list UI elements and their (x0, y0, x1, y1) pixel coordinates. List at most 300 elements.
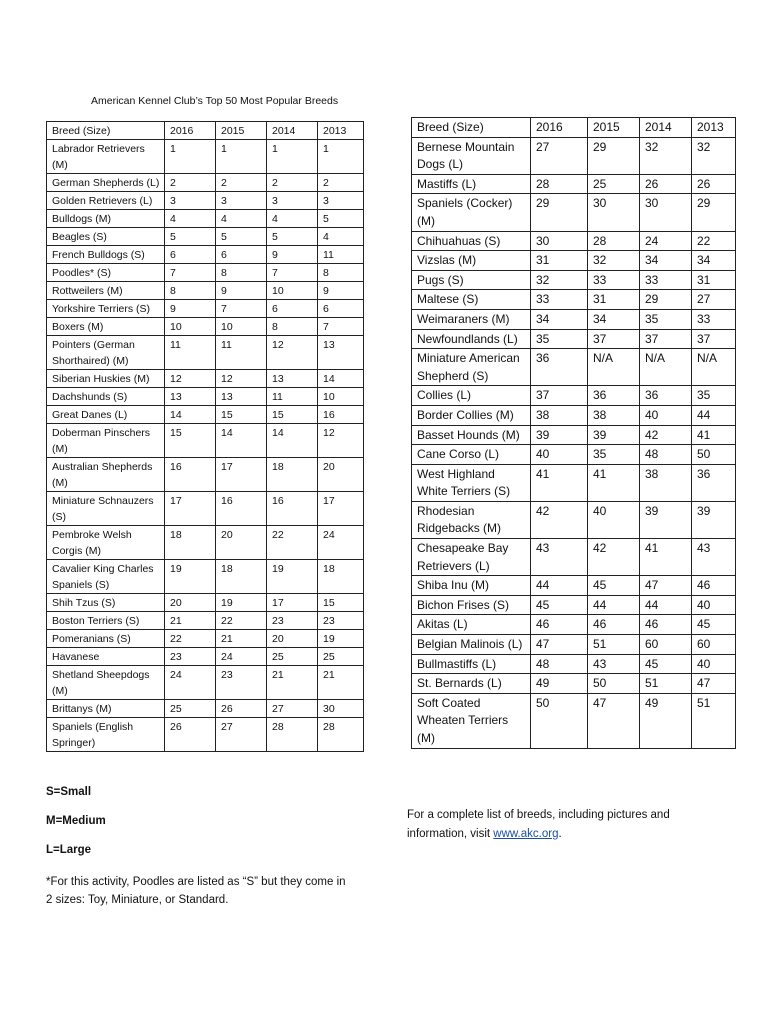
rank-cell: 6 (165, 246, 216, 264)
rank-cell: 33 (531, 290, 588, 310)
table-row (412, 595, 736, 615)
rank-cell: 44 (692, 405, 736, 425)
table-row (47, 594, 364, 612)
rank-cell: 41 (692, 425, 736, 445)
rank-cell: 23 (165, 648, 216, 666)
table-header-row (47, 122, 364, 140)
breed-cell: Shetland Sheepdogs (M) (47, 666, 165, 700)
rank-cell: 30 (531, 231, 588, 251)
table-header-row (412, 118, 736, 138)
breed-cell: Poodles* (S) (47, 264, 165, 282)
header-2013: 2013 (692, 118, 736, 138)
rank-cell: N/A (640, 349, 692, 386)
table-row (412, 674, 736, 694)
legend-small: S=Small (46, 786, 92, 798)
rank-cell: 9 (165, 300, 216, 318)
rank-cell: 25 (267, 648, 318, 666)
rank-cell: 40 (588, 501, 640, 538)
table-row (47, 140, 364, 174)
rank-cell: 35 (692, 386, 736, 406)
rank-cell: 4 (318, 228, 364, 246)
rank-cell: 45 (640, 654, 692, 674)
table-row (47, 264, 364, 282)
table-row (47, 282, 364, 300)
rank-cell: 23 (318, 612, 364, 630)
rank-cell: 38 (640, 464, 692, 501)
header-2015: 2015 (588, 118, 640, 138)
rank-cell: 16 (318, 406, 364, 424)
rank-cell: 21 (318, 666, 364, 700)
rank-cell: 44 (531, 576, 588, 596)
rank-cell: 36 (588, 386, 640, 406)
table-row (47, 246, 364, 264)
rank-cell: 6 (216, 246, 267, 264)
rank-cell: 19 (216, 594, 267, 612)
breed-cell: West Highland White Terriers (S) (412, 464, 531, 501)
rank-cell: 14 (318, 370, 364, 388)
table-row (47, 300, 364, 318)
rank-cell: 29 (531, 194, 588, 231)
rank-cell: 4 (267, 210, 318, 228)
rank-cell: 37 (531, 386, 588, 406)
header-breed: Breed (Size) (412, 118, 531, 138)
rank-cell: 31 (531, 251, 588, 271)
breed-cell: Labrador Retrievers (M) (47, 140, 165, 174)
rank-cell: 28 (267, 718, 318, 752)
header-2016: 2016 (531, 118, 588, 138)
rank-cell: 36 (531, 349, 588, 386)
rank-cell: 30 (640, 194, 692, 231)
rank-cell: 4 (165, 210, 216, 228)
table-row (47, 700, 364, 718)
rank-cell: 35 (588, 445, 640, 465)
rank-cell: 46 (640, 615, 692, 635)
rank-cell: 35 (531, 329, 588, 349)
rank-cell: 3 (216, 192, 267, 210)
breed-cell: Soft Coated Wheaten Terriers (M) (412, 693, 531, 748)
rank-cell: 30 (588, 194, 640, 231)
table-row (412, 309, 736, 329)
breed-cell: Chesapeake Bay Retrievers (L) (412, 539, 531, 576)
table-row (412, 231, 736, 251)
rank-cell: 47 (692, 674, 736, 694)
breed-cell: Vizslas (M) (412, 251, 531, 271)
rank-cell: 29 (692, 194, 736, 231)
rank-cell: 20 (165, 594, 216, 612)
rank-cell: 51 (640, 674, 692, 694)
rank-cell: 7 (267, 264, 318, 282)
table-row (47, 630, 364, 648)
rank-cell: 13 (165, 388, 216, 406)
table-row (412, 290, 736, 310)
table-row (412, 615, 736, 635)
breed-cell: French Bulldogs (S) (47, 246, 165, 264)
header-2016: 2016 (165, 122, 216, 140)
rank-cell: 3 (267, 192, 318, 210)
rank-cell: 19 (318, 630, 364, 648)
header-breed: Breed (Size) (47, 122, 165, 140)
table-row (412, 425, 736, 445)
rank-cell: 8 (165, 282, 216, 300)
rank-cell: 29 (640, 290, 692, 310)
rank-cell: 16 (165, 458, 216, 492)
rank-cell: 18 (318, 560, 364, 594)
rank-cell: 15 (318, 594, 364, 612)
rank-cell: 32 (531, 270, 588, 290)
rank-cell: 12 (165, 370, 216, 388)
rank-cell: 1 (165, 140, 216, 174)
rank-cell: 42 (531, 501, 588, 538)
rank-cell: 25 (318, 648, 364, 666)
rank-cell: 28 (588, 231, 640, 251)
table-row (47, 388, 364, 406)
breed-cell: Rhodesian Ridgebacks (M) (412, 501, 531, 538)
breed-cell: Bullmastiffs (L) (412, 654, 531, 674)
rank-cell: 41 (588, 464, 640, 501)
rank-cell: 41 (531, 464, 588, 501)
breed-cell: Weimaraners (M) (412, 309, 531, 329)
rank-cell: 7 (318, 318, 364, 336)
rank-cell: 39 (692, 501, 736, 538)
rank-cell: 15 (267, 406, 318, 424)
rank-cell: 37 (588, 329, 640, 349)
rank-cell: 37 (640, 329, 692, 349)
header-2013: 2013 (318, 122, 364, 140)
rank-cell: 48 (640, 445, 692, 465)
rank-cell: 13 (216, 388, 267, 406)
rank-cell: 23 (267, 612, 318, 630)
rank-cell: 12 (267, 336, 318, 370)
rank-cell: 47 (531, 635, 588, 655)
page-title: American Kennel Club’s Top 50 Most Popular Breeds (91, 95, 339, 107)
rank-cell: 26 (165, 718, 216, 752)
table-row (47, 560, 364, 594)
table-row (412, 635, 736, 655)
rank-cell: 9 (216, 282, 267, 300)
rank-cell: 38 (588, 405, 640, 425)
rank-cell: 19 (165, 560, 216, 594)
rank-cell: 37 (692, 329, 736, 349)
visit-note (407, 806, 717, 844)
rank-cell: 8 (216, 264, 267, 282)
breed-cell: Shiba Inu (M) (412, 576, 531, 596)
rank-cell: 32 (640, 137, 692, 174)
table-row (47, 718, 364, 752)
rank-cell: 11 (165, 336, 216, 370)
rank-cell: 11 (216, 336, 267, 370)
table-row (47, 612, 364, 630)
breed-cell: Belgian Malinois (L) (412, 635, 531, 655)
breeds-table-1 (46, 121, 364, 752)
rank-cell: 11 (267, 388, 318, 406)
rank-cell: 28 (531, 174, 588, 194)
breed-cell: Maltese (S) (412, 290, 531, 310)
rank-cell: 10 (318, 388, 364, 406)
rank-cell: 27 (531, 137, 588, 174)
rank-cell: 17 (318, 492, 364, 526)
rank-cell: 39 (531, 425, 588, 445)
rank-cell: 8 (318, 264, 364, 282)
rank-cell: 26 (216, 700, 267, 718)
breed-cell: Akitas (L) (412, 615, 531, 635)
rank-cell: 9 (267, 246, 318, 264)
breed-cell: Cane Corso (L) (412, 445, 531, 465)
rank-cell: 32 (692, 137, 736, 174)
rank-cell: 31 (588, 290, 640, 310)
rank-cell: 14 (267, 424, 318, 458)
visit-end: . (558, 828, 562, 840)
rank-cell: 22 (692, 231, 736, 251)
rank-cell: 6 (267, 300, 318, 318)
rank-cell: 21 (267, 666, 318, 700)
table-row (47, 174, 364, 192)
rank-cell: 18 (216, 560, 267, 594)
breed-cell: German Shepherds (L) (47, 174, 165, 192)
breed-cell: Pomeranians (S) (47, 630, 165, 648)
table-row (47, 228, 364, 246)
table-row (412, 464, 736, 501)
breed-cell: Dachshunds (S) (47, 388, 165, 406)
rank-cell: 9 (318, 282, 364, 300)
table-row (412, 654, 736, 674)
breed-cell: Pembroke Welsh Corgis (M) (47, 526, 165, 560)
table-row (412, 386, 736, 406)
rank-cell: 36 (640, 386, 692, 406)
rank-cell: 17 (267, 594, 318, 612)
rank-cell: 50 (692, 445, 736, 465)
rank-cell: 6 (318, 300, 364, 318)
table-row (47, 406, 364, 424)
breed-cell: Mastiffs (L) (412, 174, 531, 194)
rank-cell: 21 (165, 612, 216, 630)
rank-cell: 13 (267, 370, 318, 388)
breed-cell: Boxers (M) (47, 318, 165, 336)
rank-cell: 45 (692, 615, 736, 635)
rank-cell: 41 (640, 539, 692, 576)
rank-cell: 5 (165, 228, 216, 246)
table-row (412, 349, 736, 386)
rank-cell: 14 (216, 424, 267, 458)
rank-cell: 2 (165, 174, 216, 192)
rank-cell: 17 (216, 458, 267, 492)
rank-cell: 8 (267, 318, 318, 336)
akc-link[interactable]: www.akc.org (493, 828, 559, 840)
legend-large: L=Large (46, 844, 92, 856)
rank-cell: 49 (640, 693, 692, 748)
rank-cell: 26 (640, 174, 692, 194)
rank-cell: 27 (692, 290, 736, 310)
rank-cell: 42 (588, 539, 640, 576)
rank-cell: 46 (588, 615, 640, 635)
rank-cell: 16 (267, 492, 318, 526)
rank-cell: 2 (267, 174, 318, 192)
rank-cell: 34 (588, 309, 640, 329)
breed-cell: Bernese Mountain Dogs (L) (412, 137, 531, 174)
rank-cell: 25 (165, 700, 216, 718)
table-row (47, 336, 364, 370)
rank-cell: 29 (588, 137, 640, 174)
rank-cell: 31 (692, 270, 736, 290)
table-row (412, 539, 736, 576)
rank-cell: 15 (216, 406, 267, 424)
table-row (47, 666, 364, 700)
rank-cell: 45 (588, 576, 640, 596)
table-row (47, 648, 364, 666)
rank-cell: 18 (165, 526, 216, 560)
rank-cell: 18 (267, 458, 318, 492)
breed-cell: Miniature American Shepherd (S) (412, 349, 531, 386)
breed-cell: Basset Hounds (M) (412, 425, 531, 445)
rank-cell: 12 (216, 370, 267, 388)
table-row (47, 370, 364, 388)
rank-cell: 50 (531, 693, 588, 748)
rank-cell: 13 (318, 336, 364, 370)
rank-cell: 48 (531, 654, 588, 674)
rank-cell: N/A (588, 349, 640, 386)
legend-medium: M=Medium (46, 815, 106, 827)
rank-cell: 47 (588, 693, 640, 748)
breed-cell: Collies (L) (412, 386, 531, 406)
table-row (47, 318, 364, 336)
rank-cell: 16 (216, 492, 267, 526)
breed-cell: Yorkshire Terriers (S) (47, 300, 165, 318)
rank-cell: 40 (692, 595, 736, 615)
rank-cell: 38 (531, 405, 588, 425)
rank-cell: 15 (165, 424, 216, 458)
rank-cell: 5 (267, 228, 318, 246)
rank-cell: 33 (640, 270, 692, 290)
rank-cell: 20 (267, 630, 318, 648)
table-row (412, 501, 736, 538)
rank-cell: 33 (692, 309, 736, 329)
table-row (47, 424, 364, 458)
rank-cell: 40 (640, 405, 692, 425)
rank-cell: 2 (318, 174, 364, 192)
rank-cell: 10 (267, 282, 318, 300)
breed-cell: Australian Shepherds (M) (47, 458, 165, 492)
rank-cell: 51 (588, 635, 640, 655)
rank-cell: 40 (531, 445, 588, 465)
rank-cell: 40 (692, 654, 736, 674)
table-row (47, 458, 364, 492)
table-row (47, 210, 364, 228)
poodle-note: *For this activity, Poodles are listed as “S” but they come in 2 sizes: Toy, Miniature, or Standard. (46, 876, 346, 906)
rank-cell: 24 (165, 666, 216, 700)
rank-cell: 1 (216, 140, 267, 174)
rank-cell: 45 (531, 595, 588, 615)
rank-cell: 28 (318, 718, 364, 752)
rank-cell: 50 (588, 674, 640, 694)
rank-cell: 1 (267, 140, 318, 174)
breed-cell: Siberian Huskies (M) (47, 370, 165, 388)
breed-cell: Spaniels (English Springer) (47, 718, 165, 752)
breed-cell: Great Danes (L) (47, 406, 165, 424)
rank-cell: 17 (165, 492, 216, 526)
rank-cell: 5 (318, 210, 364, 228)
rank-cell: 27 (267, 700, 318, 718)
breed-cell: Doberman Pinschers (M) (47, 424, 165, 458)
breed-cell: Havanese (47, 648, 165, 666)
table-row (412, 194, 736, 231)
header-2015: 2015 (216, 122, 267, 140)
table-row (412, 270, 736, 290)
breed-cell: Beagles (S) (47, 228, 165, 246)
rank-cell: 3 (318, 192, 364, 210)
breed-cell: Brittanys (M) (47, 700, 165, 718)
rank-cell: 25 (588, 174, 640, 194)
rank-cell: 10 (165, 318, 216, 336)
table-row (412, 137, 736, 174)
rank-cell: 22 (267, 526, 318, 560)
rank-cell: 19 (267, 560, 318, 594)
rank-cell: 27 (216, 718, 267, 752)
breed-cell: Spaniels (Cocker) (M) (412, 194, 531, 231)
rank-cell: 20 (216, 526, 267, 560)
rank-cell: 60 (640, 635, 692, 655)
rank-cell: 30 (318, 700, 364, 718)
rank-cell: 11 (318, 246, 364, 264)
breed-cell: Boston Terriers (S) (47, 612, 165, 630)
rank-cell: 44 (640, 595, 692, 615)
table-row (412, 576, 736, 596)
rank-cell: 42 (640, 425, 692, 445)
rank-cell: 39 (588, 425, 640, 445)
breed-cell: Chihuahuas (S) (412, 231, 531, 251)
rank-cell: 22 (216, 612, 267, 630)
header-2014: 2014 (267, 122, 318, 140)
rank-cell: 35 (640, 309, 692, 329)
rank-cell: 22 (165, 630, 216, 648)
rank-cell: 46 (531, 615, 588, 635)
breed-cell: Golden Retrievers (L) (47, 192, 165, 210)
visit-text: For a complete list of breeds, including pictures and information, visit (407, 809, 670, 840)
rank-cell: 46 (692, 576, 736, 596)
rank-cell: 44 (588, 595, 640, 615)
rank-cell: 34 (640, 251, 692, 271)
rank-cell: 4 (216, 210, 267, 228)
table-row (412, 251, 736, 271)
breed-cell: Rottweilers (M) (47, 282, 165, 300)
header-2014: 2014 (640, 118, 692, 138)
rank-cell: 2 (216, 174, 267, 192)
table-row (412, 693, 736, 748)
rank-cell: 7 (216, 300, 267, 318)
rank-cell: 24 (318, 526, 364, 560)
rank-cell: 51 (692, 693, 736, 748)
table-row (47, 526, 364, 560)
rank-cell: 7 (165, 264, 216, 282)
rank-cell: 43 (531, 539, 588, 576)
breed-cell: Bichon Frises (S) (412, 595, 531, 615)
breed-cell: St. Bernards (L) (412, 674, 531, 694)
rank-cell: 21 (216, 630, 267, 648)
rank-cell: 33 (588, 270, 640, 290)
rank-cell: N/A (692, 349, 736, 386)
breed-cell: Border Collies (M) (412, 405, 531, 425)
rank-cell: 20 (318, 458, 364, 492)
breed-cell: Newfoundlands (L) (412, 329, 531, 349)
rank-cell: 5 (216, 228, 267, 246)
rank-cell: 26 (692, 174, 736, 194)
table-row (412, 445, 736, 465)
rank-cell: 47 (640, 576, 692, 596)
rank-cell: 24 (640, 231, 692, 251)
breeds-table-2 (411, 117, 736, 749)
breed-cell: Pointers (German Shorthaired) (M) (47, 336, 165, 370)
table-row (47, 192, 364, 210)
rank-cell: 23 (216, 666, 267, 700)
breed-cell: Bulldogs (M) (47, 210, 165, 228)
